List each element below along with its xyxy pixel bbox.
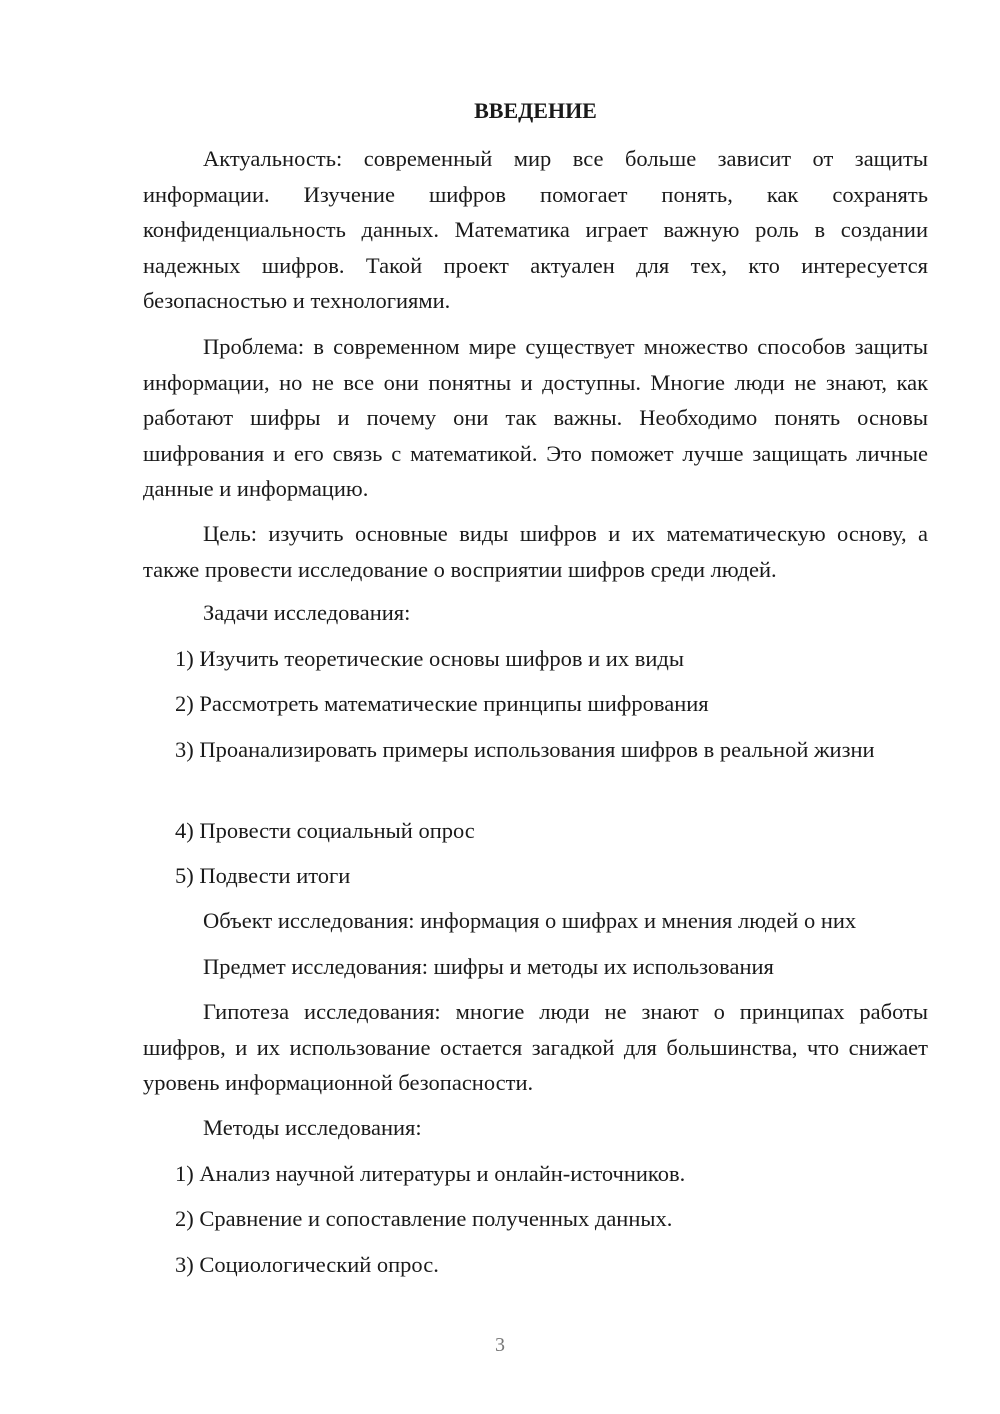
object-paragraph: Объект исследования: информация о шифрах и мнения людей о них [203, 908, 857, 933]
tasks-heading: Задачи исследования: [203, 600, 411, 625]
page-number: 3 [495, 1334, 505, 1356]
task-item: 1) Изучить теоретические основы шифров и их виды [175, 646, 684, 671]
methods-heading: Методы исследования: [203, 1115, 422, 1140]
problem-paragraph: Проблема: в современном мире существует множество способов защиты информации, но не все они понятны и доступны. Многие люди не знают, как работают шифры и почему они так важны. Необходимо понять основы шифрования и его связь с математикой. Это поможет лучше защищать личные данные и информацию. [143, 334, 928, 501]
method-item: 1) Анализ научной литературы и онлайн-источников. [175, 1161, 686, 1186]
method-item: 3) Социологический опрос. [175, 1252, 439, 1277]
method-item: 2) Сравнение и сопоставление полученных данных. [175, 1206, 673, 1231]
task-item: 5) Подвести итоги [175, 863, 351, 888]
task-item: 3) Проанализировать примеры использования шифров в реальной жизни [175, 737, 875, 762]
relevance-paragraph: Актуальность: современный мир все больше зависит от защиты информации. Изучение шифров помогает понять, как сохранять конфиденциальность данных. Математика играет важную роль в создании надежных шифров. Такой проект актуален для тех, кто интересуется безопасностью и технологиями. [143, 146, 928, 313]
task-item: 2) Рассмотреть математические принципы шифрования [175, 691, 709, 716]
section-title: ВВЕДЕНИЕ [474, 98, 597, 123]
goal-paragraph: Цель: изучить основные виды шифров и их математическую основу, а также провести исследование о восприятии шифров среди людей. [143, 521, 928, 582]
hypothesis-paragraph: Гипотеза исследования: многие люди не знают о принципах работы шифров, и их использование остается загадкой для большинства, что снижает уровень информационной безопасности. [143, 999, 928, 1095]
document-page [143, 0, 928, 1414]
subject-paragraph: Предмет исследования: шифры и методы их использования [203, 954, 774, 979]
task-item: 4) Провести социальный опрос [175, 818, 475, 843]
